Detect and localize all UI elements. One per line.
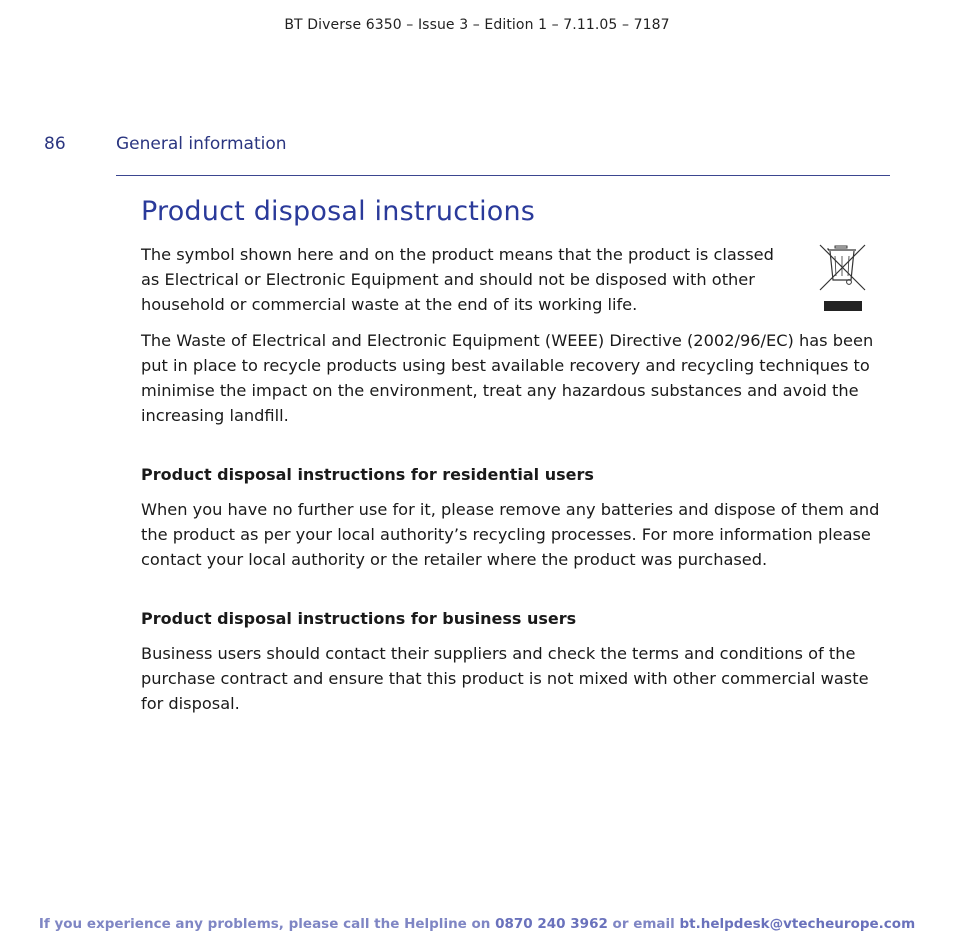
helpdesk-email-link[interactable]: bt.helpdesk@vtecheurope.com: [679, 916, 916, 932]
crossed-out-wheelie-bin-icon: [818, 242, 868, 314]
residential-paragraph: When you have no further use for it, please remove any batteries and dispose of them and the product as per your local authority’s recycling processes. For more information please contact your local authority or the retailer where the product was purchased.: [141, 500, 880, 569]
document-info: BT Diverse 6350 – Issue 3 – Edition 1 – 7.11.05 – 7187: [284, 17, 670, 33]
page-number: 86: [44, 134, 66, 154]
helpline-phone: 0870 240 3962: [495, 916, 608, 932]
business-heading: Product disposal instructions for business users: [141, 609, 577, 628]
main-content: [141, 196, 886, 716]
intro-paragraph: The symbol shown here and on the product means that the product is classed as Electrical or Electronic Equipment and should not be disposed with other household or commercial waste at the end of its working life.: [141, 245, 774, 314]
page-title: Product disposal instructions: [141, 196, 536, 227]
section-title: General information: [116, 134, 287, 154]
weee-paragraph: The Waste of Electrical and Electronic Equipment (WEEE) Directive (2002/96/EC) has been put in place to recycle products using best available recovery and recycling techniques to minimise the impact on the environment, treat any hazardous substances and avoid the increasing landfill.: [141, 331, 874, 425]
helpline-footer: [0, 916, 954, 932]
residential-heading: Product disposal instructions for residential users: [141, 465, 594, 484]
footer-middle: or email: [607, 916, 680, 932]
header-divider: [116, 175, 890, 176]
footer-prefix: If you experience any problems, please call the Helpline on: [38, 916, 496, 932]
business-paragraph: Business users should contact their suppliers and check the terms and conditions of the purchase contract and ensure that this product is not mixed with other commercial waste for disposal.: [141, 644, 869, 713]
